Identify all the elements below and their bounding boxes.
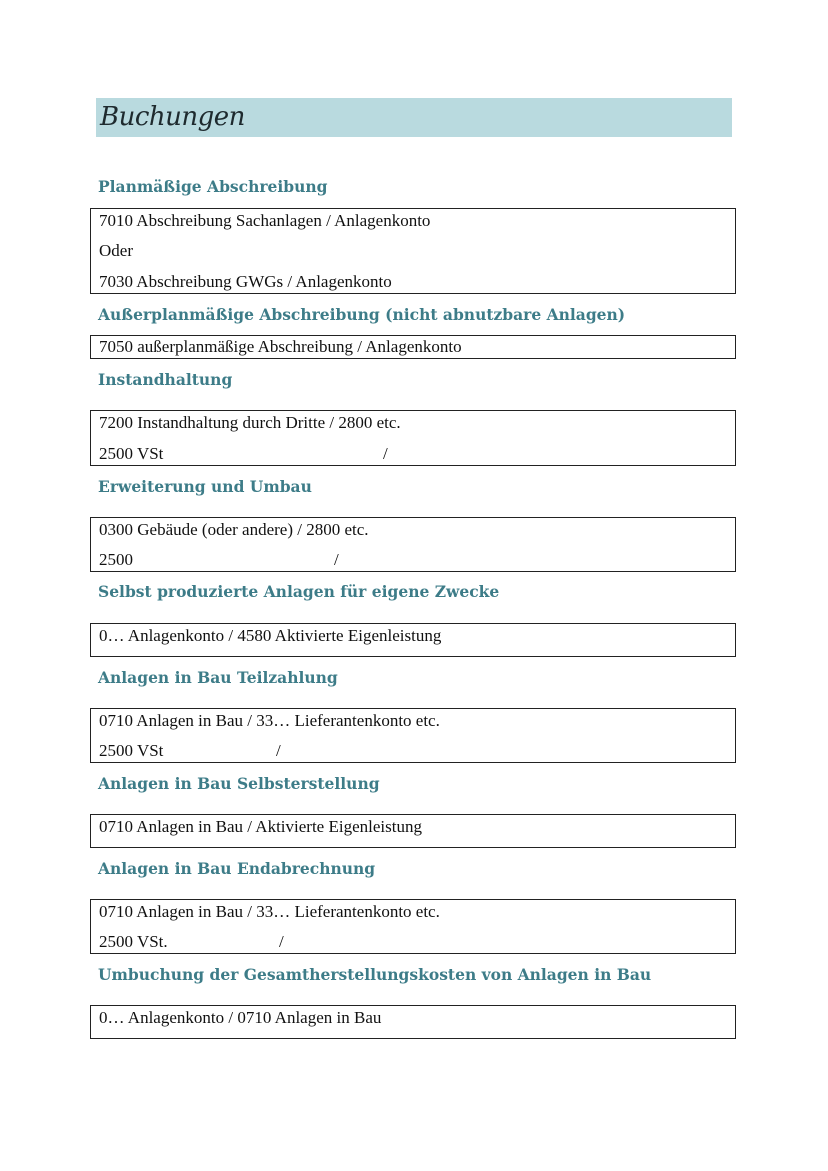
booking-line: 0710 Anlagen in Bau / Aktivierte Eigenleistung [99, 817, 422, 836]
section-heading: Instandhaltung [98, 370, 233, 389]
booking-line: 0… Anlagenkonto / 0710 Anlagen in Bau [99, 1008, 382, 1027]
booking-line: 2500 [99, 550, 133, 569]
booking-box [90, 335, 736, 359]
booking-box [90, 410, 736, 466]
booking-line: 7200 Instandhaltung durch Dritte / 2800 etc. [99, 413, 401, 432]
booking-slash: / [383, 444, 388, 463]
booking-box [90, 623, 736, 657]
section-heading: Selbst produzierte Anlagen für eigene Zwecke [98, 582, 500, 601]
booking-line: 2500 VSt. [99, 932, 168, 951]
booking-line: 2500 VSt [99, 444, 164, 463]
booking-box [90, 899, 736, 954]
booking-slash: / [279, 932, 284, 951]
booking-box [90, 208, 736, 294]
section-heading: Erweiterung und Umbau [98, 477, 312, 496]
booking-line: 2500 VSt [99, 741, 164, 760]
section-heading: Umbuchung der Gesamtherstellungskosten von Anlagen in Bau [98, 965, 652, 984]
page-title: Buchungen [100, 102, 245, 132]
booking-slash: / [276, 741, 281, 760]
booking-box [90, 517, 736, 572]
section-heading: Außerplanmäßige Abschreibung (nicht abnutzbare Anlagen) [98, 305, 626, 324]
booking-line: 0710 Anlagen in Bau / 33… Lieferantenkonto etc. [99, 711, 440, 730]
booking-line: 0… Anlagenkonto / 4580 Aktivierte Eigenleistung [99, 626, 442, 645]
booking-line: 7010 Abschreibung Sachanlagen / Anlagenkonto [99, 211, 431, 230]
booking-line: 0300 Gebäude (oder andere) / 2800 etc. [99, 520, 369, 539]
booking-line: 7030 Abschreibung GWGs / Anlagenkonto [99, 272, 392, 291]
section-heading: Anlagen in Bau Selbsterstellung [98, 774, 380, 793]
booking-box [90, 708, 736, 763]
booking-box [90, 814, 736, 848]
title-banner [96, 98, 732, 137]
section-heading: Anlagen in Bau Teilzahlung [98, 668, 338, 687]
booking-box [90, 1005, 736, 1039]
booking-line: Oder [99, 241, 133, 260]
section-heading: Planmäßige Abschreibung [98, 177, 328, 196]
section-heading: Anlagen in Bau Endabrechnung [98, 859, 376, 878]
booking-line: 7050 außerplanmäßige Abschreibung / Anlagenkonto [99, 337, 462, 356]
booking-slash: / [334, 550, 339, 569]
booking-line: 0710 Anlagen in Bau / 33… Lieferantenkonto etc. [99, 902, 440, 921]
